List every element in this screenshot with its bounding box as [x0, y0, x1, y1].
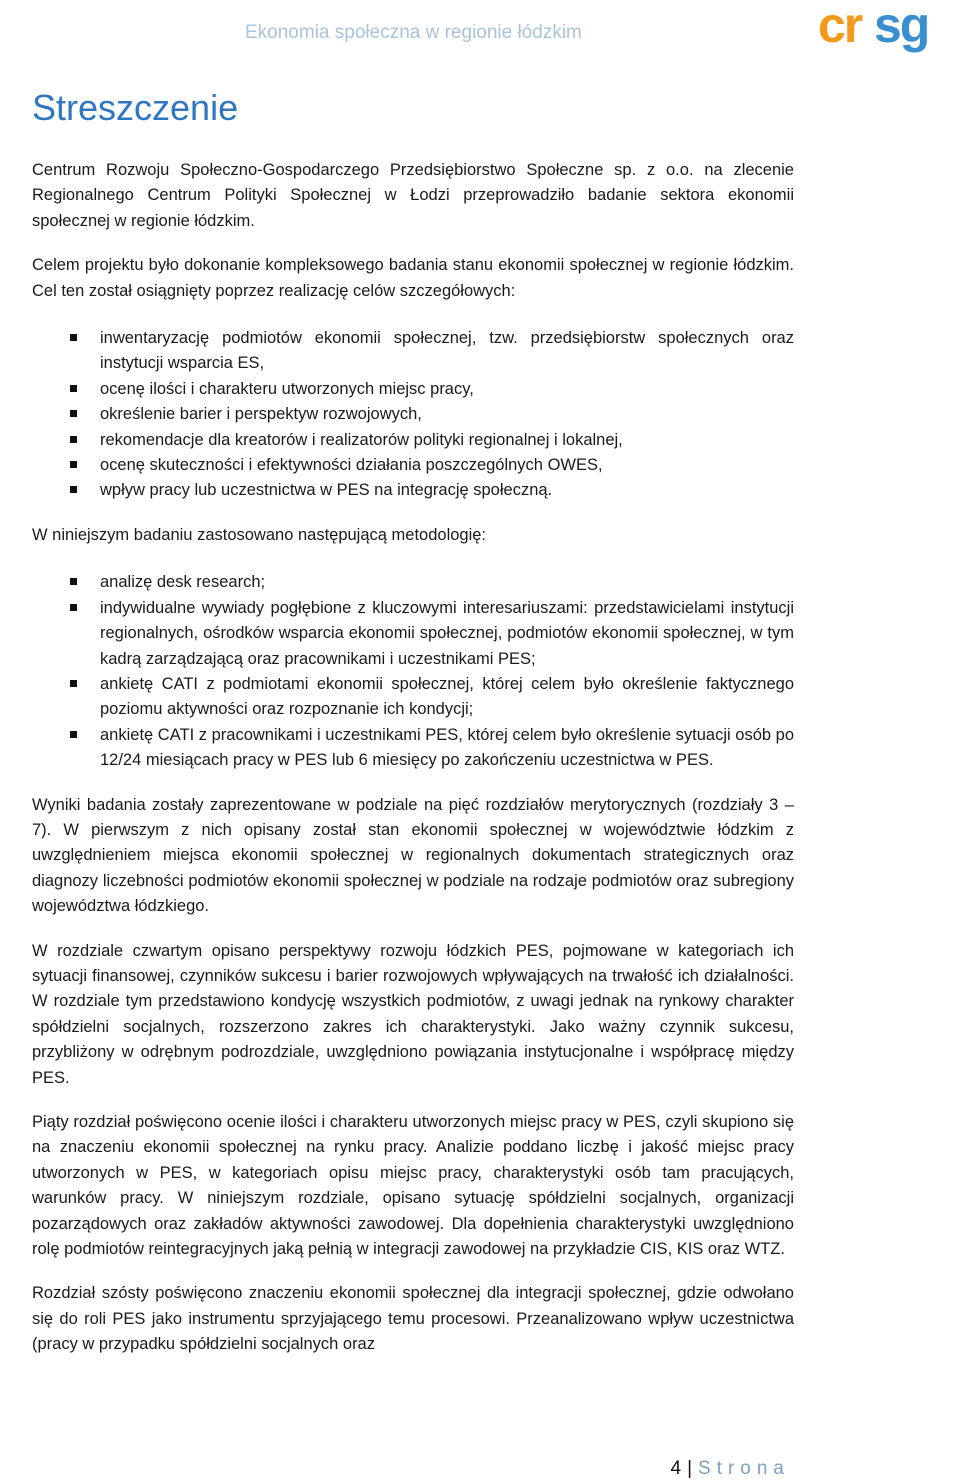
methodology-intro: W niniejszym badaniu zastosowano następującą metodologię:	[32, 525, 487, 544]
list-item: ocenę skuteczności i efektywności działania poszczególnych OWES,	[100, 453, 794, 478]
running-header: Ekonomia społeczna w regionie łódzkim	[245, 22, 582, 43]
list-item: analizę desk research;	[100, 570, 794, 595]
list-item: wpływ pracy lub uczestnictwa w PES na integrację społeczną.	[100, 478, 794, 503]
paragraph-chapter-4: W rozdziale czwartym opisano perspektywy rozwoju łódzkich PES, pojmowane w kategoriach ich sytuacji finansowej, czynników sukcesu i barier rozwojowych wpływających na trwałość ich działalności. W rozdziale tym przedstawiono kondycję wszystkich podmiotów, z uwagi jednak na rynkowy charakter spółdzielni socjalnych, rozszerzono zakres ich charakterystyki. Jako ważny czynnik sukcesu, przybliżony w odrębnym podrozdziale, uwzględniono powiązania instytucjonalne i współpracę między PES.	[32, 941, 794, 1087]
page-footer	[671, 1458, 791, 1480]
square-bullet-icon	[70, 385, 77, 392]
crsg-logo	[816, 2, 956, 64]
page-title: Streszczenie	[32, 87, 239, 128]
svg-text:sg: sg	[874, 2, 929, 53]
document-body	[32, 158, 794, 1377]
square-bullet-icon	[70, 410, 77, 417]
paragraph-intro: Centrum Rozwoju Społeczno-Gospodarczego Przedsiębiorstwo Społeczne sp. z o.o. na zlecenie Regionalnego Centrum Polityki Społecznej w Łodzi przeprowadziło badanie sektora ekonomii społecznej w regionie łódzkim.	[32, 161, 794, 230]
page-number: 4	[670, 1458, 682, 1479]
square-bullet-icon	[70, 578, 77, 585]
list-item: ankietę CATI z podmiotami ekonomii społecznej, której celem było określenie faktycznego poziomu aktywności oraz rozpoznanie ich kondycji;	[100, 672, 794, 723]
list-item: określenie barier i perspektyw rozwojowych,	[100, 402, 794, 427]
paragraph-results: Wyniki badania zostały zaprezentowane w podziale na pięć rozdziałów merytorycznych (rozdziały 3 – 7). W pierwszym z nich opisany został stan ekonomii społecznej w województwie łódzkim z uwzględnieniem miejsca ekonomii społecznej w regionalnych dokumentach strategicznych oraz diagnozy liczebności podmiotów ekonomii społecznej w podziale na rodzaje podmiotów oraz subregiony województwa łódzkiego.	[32, 795, 794, 916]
square-bullet-icon	[70, 680, 77, 687]
footer-separator: |	[687, 1458, 693, 1479]
methods-list	[32, 570, 794, 773]
svg-text:cr: cr	[818, 2, 862, 53]
list-item: inwentaryzację podmiotów ekonomii społecznej, tzw. przedsiębiorstw społecznych oraz instytucji wsparcia ES,	[100, 326, 794, 377]
paragraph-goal: Celem projektu było dokonanie kompleksowego badania stanu ekonomii społecznej w regionie łódzkim. Cel ten został osiągnięty poprzez realizację celów szczegółowych:	[32, 256, 794, 300]
square-bullet-icon	[70, 731, 77, 738]
paragraph-chapter-6: Rozdział szósty poświęcono znaczeniu ekonomii społecznej dla integracji społecznej, gdzie odwołano się do roli PES jako instrumentu sprzyjającego temu procesowi. Przeanalizowano wpływ uczestnictwa (pracy w przypadku spółdzielni socjalnych oraz	[32, 1284, 794, 1354]
list-item: ankietę CATI z pracownikami i uczestnikami PES, której celem było określenie sytuacji osób po 12/24 miesiącach pracy w PES lub 6 miesięcy po zakończeniu uczestnictwa w PES.	[100, 723, 794, 774]
square-bullet-icon	[70, 604, 77, 611]
square-bullet-icon	[70, 334, 77, 341]
goals-list	[32, 326, 794, 504]
page-label: Strona	[698, 1458, 790, 1479]
paragraph-chapter-5: Piąty rozdział poświęcono ocenie ilości i charakteru utworzonych miejsc pracy w PES, czyli skupiono się na znaczeniu ekonomii społecznej na rynku pracy. Analizie poddano liczbę i jakość miejsc pracy utworzonych w PES, w kategoriach opisu miejsc pracy, charakterystyki osób tam pracujących, warunków pracy. W niniejszym rozdziale, opisano sytuację spółdzielni socjalnych, organizacji pozarządowych oraz zakładów aktywności zawodowej. Dla dopełnienia charakterystyki uwzględniono rolę podmiotów reintegracyjnych jaką pełnią w integracji zawodowej na przykładzie CIS, KIS oraz WTZ.	[32, 1113, 794, 1259]
square-bullet-icon	[70, 486, 77, 493]
list-item: ocenę ilości i charakteru utworzonych miejsc pracy,	[100, 377, 794, 402]
square-bullet-icon	[70, 461, 77, 468]
square-bullet-icon	[70, 436, 77, 443]
list-item: indywidualne wywiady pogłębione z kluczowymi interesariuszami: przedstawicielami instytucji regionalnych, ośrodków wsparcia ekonomii społecznej, podmiotów ekonomii społecznej, w tym kadrą zarządzającą oraz pracownikami i uczestnikami PES;	[100, 596, 794, 672]
list-item: rekomendacje dla kreatorów i realizatorów polityki regionalnej i lokalnej,	[100, 428, 794, 453]
